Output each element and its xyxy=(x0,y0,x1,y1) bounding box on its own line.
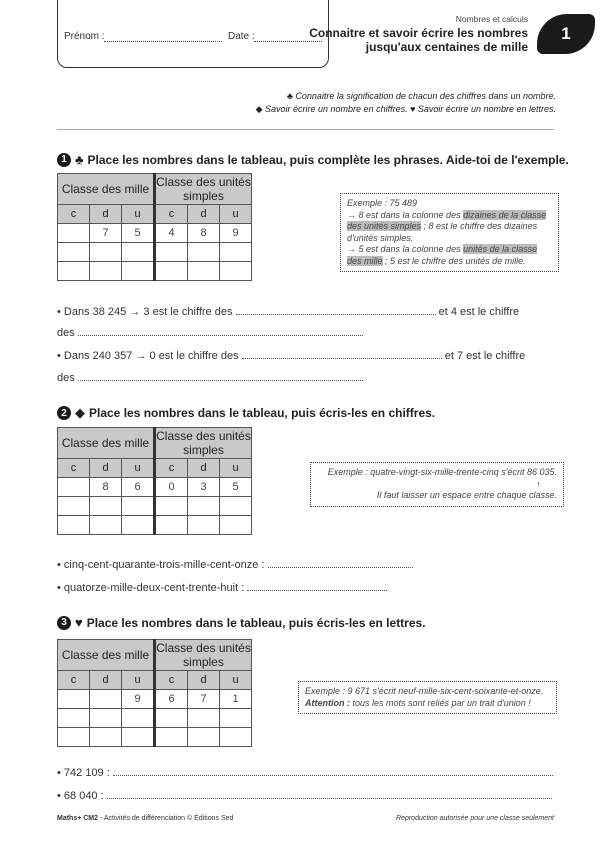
header-classe-mille: Classe des mille xyxy=(58,640,155,671)
table-cell[interactable] xyxy=(220,262,252,281)
club-icon: ♣ xyxy=(75,152,84,167)
page-title xyxy=(308,26,528,54)
item-text: • quatorze-mille-deux-cent-trente-huit : xyxy=(57,582,245,594)
item-text: • 68 040 : xyxy=(57,790,104,802)
col-header: d xyxy=(90,459,122,478)
example-line-1: Exemple : quatre-vingt-six-mille-trente-cinq s'écrit 86 035. xyxy=(327,467,557,477)
table-cell[interactable] xyxy=(122,243,155,262)
exercise-number: 1 xyxy=(57,153,71,167)
col-header: c xyxy=(155,205,188,224)
objective-2: ◆ Savoir écrire un nombre en chiffres. ♥ Savoir écrire un nombre en lettres. xyxy=(255,104,556,114)
table-cell[interactable] xyxy=(155,728,188,747)
table-cell[interactable] xyxy=(155,262,188,281)
answer-blank[interactable] xyxy=(268,558,413,568)
col-header: c xyxy=(155,671,188,690)
example-box-1 xyxy=(340,193,559,272)
table-cell[interactable] xyxy=(90,243,122,262)
table-cell[interactable] xyxy=(58,690,90,709)
title-line-2: jusqu'aux centaines de mille xyxy=(365,40,528,54)
example-text: → 8 est dans la colonne des xyxy=(347,209,464,220)
table-cell[interactable]: 7 xyxy=(188,690,220,709)
answer-blank[interactable] xyxy=(242,349,442,359)
exercise-2-instruction: Place les nombres dans le tableau, puis écris-les en chiffres. xyxy=(89,406,436,420)
example-text: tous les mots sont reliés par un trait d'union ! xyxy=(350,697,531,708)
col-header: c xyxy=(58,459,90,478)
objective-1: ♣ Connaitre la signification de chacun des chiffres dans un nombre. xyxy=(286,91,556,101)
table-cell[interactable] xyxy=(90,497,122,516)
answer-blank[interactable] xyxy=(247,581,387,591)
example-line-1: Exemple : 9 671 s'écrit neuf-mille-six-cent-soixante-et-onze. xyxy=(305,686,544,696)
table-cell[interactable] xyxy=(122,497,155,516)
footer-brand: Maths+ CM2 xyxy=(57,815,99,822)
table-row xyxy=(58,478,252,497)
table-cell[interactable] xyxy=(58,728,90,747)
table-cell[interactable] xyxy=(188,709,220,728)
col-header: u xyxy=(220,671,252,690)
example-line-2 xyxy=(305,698,550,710)
answer-blank[interactable] xyxy=(113,766,553,776)
table-cell[interactable] xyxy=(155,516,188,535)
example-title: Exemple : 75 489 xyxy=(347,198,418,208)
table-cell[interactable]: 9 xyxy=(122,690,155,709)
sentence-text: et 7 est le chiffre xyxy=(444,350,526,362)
table-row xyxy=(58,497,252,516)
col-header: u xyxy=(122,205,155,224)
sentence-text: et 4 est le chiffre xyxy=(438,306,520,318)
example-text: → 5 est dans la colonne des xyxy=(347,244,464,254)
table-cell[interactable] xyxy=(58,224,90,243)
item-text: • cinq-cent-quarante-trois-mille-cent-onze : xyxy=(57,559,265,571)
col-header: u xyxy=(220,205,252,224)
col-header: d xyxy=(90,205,122,224)
table-cell[interactable] xyxy=(155,709,188,728)
sentence-text: des xyxy=(57,327,75,339)
title-line-1: Connaitre et savoir écrire les nombres xyxy=(309,26,528,40)
sentence-text: des xyxy=(57,372,75,384)
table-cell[interactable]: 7 xyxy=(90,224,122,243)
table-cell[interactable] xyxy=(188,516,220,535)
sentence-text: • Dans 38 245 → 3 est le chiffre des xyxy=(57,306,233,318)
table-cell[interactable] xyxy=(58,497,90,516)
table-cell[interactable] xyxy=(58,516,90,535)
table-cell[interactable]: 8 xyxy=(188,224,220,243)
table-cell[interactable] xyxy=(90,728,122,747)
example-highlight: unités de la classe des mille xyxy=(347,244,538,266)
footer-left xyxy=(57,815,233,822)
item-2-1 xyxy=(57,558,413,571)
answer-blank[interactable] xyxy=(78,371,363,381)
exercise-1-instruction: Place les nombres dans le tableau, puis complète les phrases. Aide-toi de l'exemple. xyxy=(87,152,569,167)
header-classe-unites: Classe des unités simples xyxy=(156,429,251,457)
table-cell[interactable] xyxy=(90,516,122,535)
table-cell[interactable] xyxy=(58,478,90,497)
exercise-1-title xyxy=(57,152,569,167)
table-cell[interactable]: 8 xyxy=(90,478,122,497)
table-cell[interactable] xyxy=(220,728,252,747)
table-row xyxy=(58,690,252,709)
table-cell[interactable] xyxy=(58,709,90,728)
footer-copyright: - Activités de différenciation © Éditions Sed xyxy=(98,815,234,822)
answer-blank[interactable] xyxy=(236,305,436,315)
table-cell[interactable] xyxy=(122,728,155,747)
up-arrow-icon: ↑ xyxy=(536,478,541,489)
sentence-2-cont xyxy=(57,371,363,384)
col-header: d xyxy=(188,459,220,478)
place-value-table-2 xyxy=(57,427,252,535)
table-cell[interactable] xyxy=(155,243,188,262)
table-cell[interactable] xyxy=(122,516,155,535)
prenom-label: Prénom : xyxy=(64,31,105,42)
header-classe-unites: Classe des unités simples xyxy=(156,641,251,669)
example-text: ; 8 est le chiffre des dizaines d'unités simples. xyxy=(347,221,538,243)
heart-icon: ♥ xyxy=(75,615,83,630)
header-classe-mille: Classe des mille xyxy=(58,428,155,459)
table-cell[interactable] xyxy=(220,243,252,262)
item-text: • 742 109 : xyxy=(57,767,110,779)
table-cell[interactable] xyxy=(220,497,252,516)
footer-right: Reproduction autorisée pour une classe seulement xyxy=(396,815,554,822)
diamond-icon: ◆ xyxy=(75,405,85,420)
example-line-1 xyxy=(347,210,552,245)
col-header: c xyxy=(58,671,90,690)
col-header: c xyxy=(58,205,90,224)
table-cell[interactable]: 6 xyxy=(155,690,188,709)
sentence-text: • Dans 240 357 → 0 est le chiffre des xyxy=(57,350,239,362)
table-cell[interactable] xyxy=(122,709,155,728)
answer-blank[interactable] xyxy=(107,789,552,799)
col-header: d xyxy=(188,205,220,224)
col-header: d xyxy=(188,671,220,690)
table-cell[interactable] xyxy=(90,709,122,728)
example-box-2 xyxy=(310,462,564,507)
table-row xyxy=(58,516,252,535)
table-cell[interactable] xyxy=(58,262,90,281)
exercise-3-instruction: Place les nombres dans le tableau, puis écris-les en lettres. xyxy=(86,615,426,630)
table-cell[interactable] xyxy=(155,497,188,516)
exercise-number: 3 xyxy=(57,616,71,630)
col-header: u xyxy=(220,459,252,478)
table-cell[interactable]: 0 xyxy=(155,478,188,497)
table-row xyxy=(58,728,252,747)
table-cell[interactable] xyxy=(220,709,252,728)
table-cell[interactable]: 6 xyxy=(122,478,155,497)
sentence-1-cont xyxy=(57,326,363,339)
table-cell[interactable] xyxy=(90,262,122,281)
col-header: u xyxy=(122,671,155,690)
header-classe-unites: Classe des unités simples xyxy=(156,175,251,203)
table-cell[interactable] xyxy=(122,262,155,281)
table-cell[interactable]: 3 xyxy=(188,478,220,497)
place-value-table-1 xyxy=(57,173,252,281)
col-header: c xyxy=(155,459,188,478)
table-cell[interactable]: 1 xyxy=(220,690,252,709)
attention-label: Attention : xyxy=(305,697,350,708)
table-cell[interactable]: 5 xyxy=(122,224,155,243)
table-cell[interactable] xyxy=(58,243,90,262)
example-text: ; 5 est le chiffre des unités de mille. xyxy=(382,255,526,266)
table-row xyxy=(58,243,252,262)
prenom-field[interactable] xyxy=(104,41,222,42)
item-3-1 xyxy=(57,766,553,779)
date-label: Date : xyxy=(228,31,255,42)
exercise-3-title xyxy=(57,615,426,630)
answer-blank[interactable] xyxy=(78,326,363,336)
subject-label: Nombres et calculs xyxy=(455,14,528,24)
name-date-box xyxy=(57,0,329,68)
example-line-2 xyxy=(347,244,552,267)
table-cell[interactable] xyxy=(220,516,252,535)
table-cell[interactable]: 9 xyxy=(220,224,252,243)
example-line-2: Il faut laisser un espace entre chaque classe. xyxy=(376,490,557,500)
col-header: d xyxy=(90,671,122,690)
item-3-2 xyxy=(57,789,552,802)
table-cell[interactable] xyxy=(90,690,122,709)
item-2-2 xyxy=(57,581,387,594)
sentence-1 xyxy=(57,305,519,318)
exercise-number: 2 xyxy=(57,406,71,420)
table-cell[interactable]: 4 xyxy=(155,224,188,243)
table-row xyxy=(58,262,252,281)
divider xyxy=(57,129,554,130)
table-row xyxy=(58,709,252,728)
header-classe-mille: Classe des mille xyxy=(58,174,155,205)
sentence-2 xyxy=(57,349,525,362)
table-cell[interactable] xyxy=(188,728,220,747)
place-value-table-3 xyxy=(57,639,252,747)
exercise-2-title xyxy=(57,405,435,421)
table-cell[interactable]: 5 xyxy=(220,478,252,497)
example-highlight: dizaines de la classe des unités simples xyxy=(347,209,547,231)
col-header: u xyxy=(122,459,155,478)
table-cell[interactable] xyxy=(188,497,220,516)
table-row xyxy=(58,224,252,243)
table-cell[interactable] xyxy=(188,243,220,262)
example-box-3 xyxy=(298,681,557,714)
sheet-number-badge: 1 xyxy=(537,14,595,54)
table-cell[interactable] xyxy=(188,262,220,281)
